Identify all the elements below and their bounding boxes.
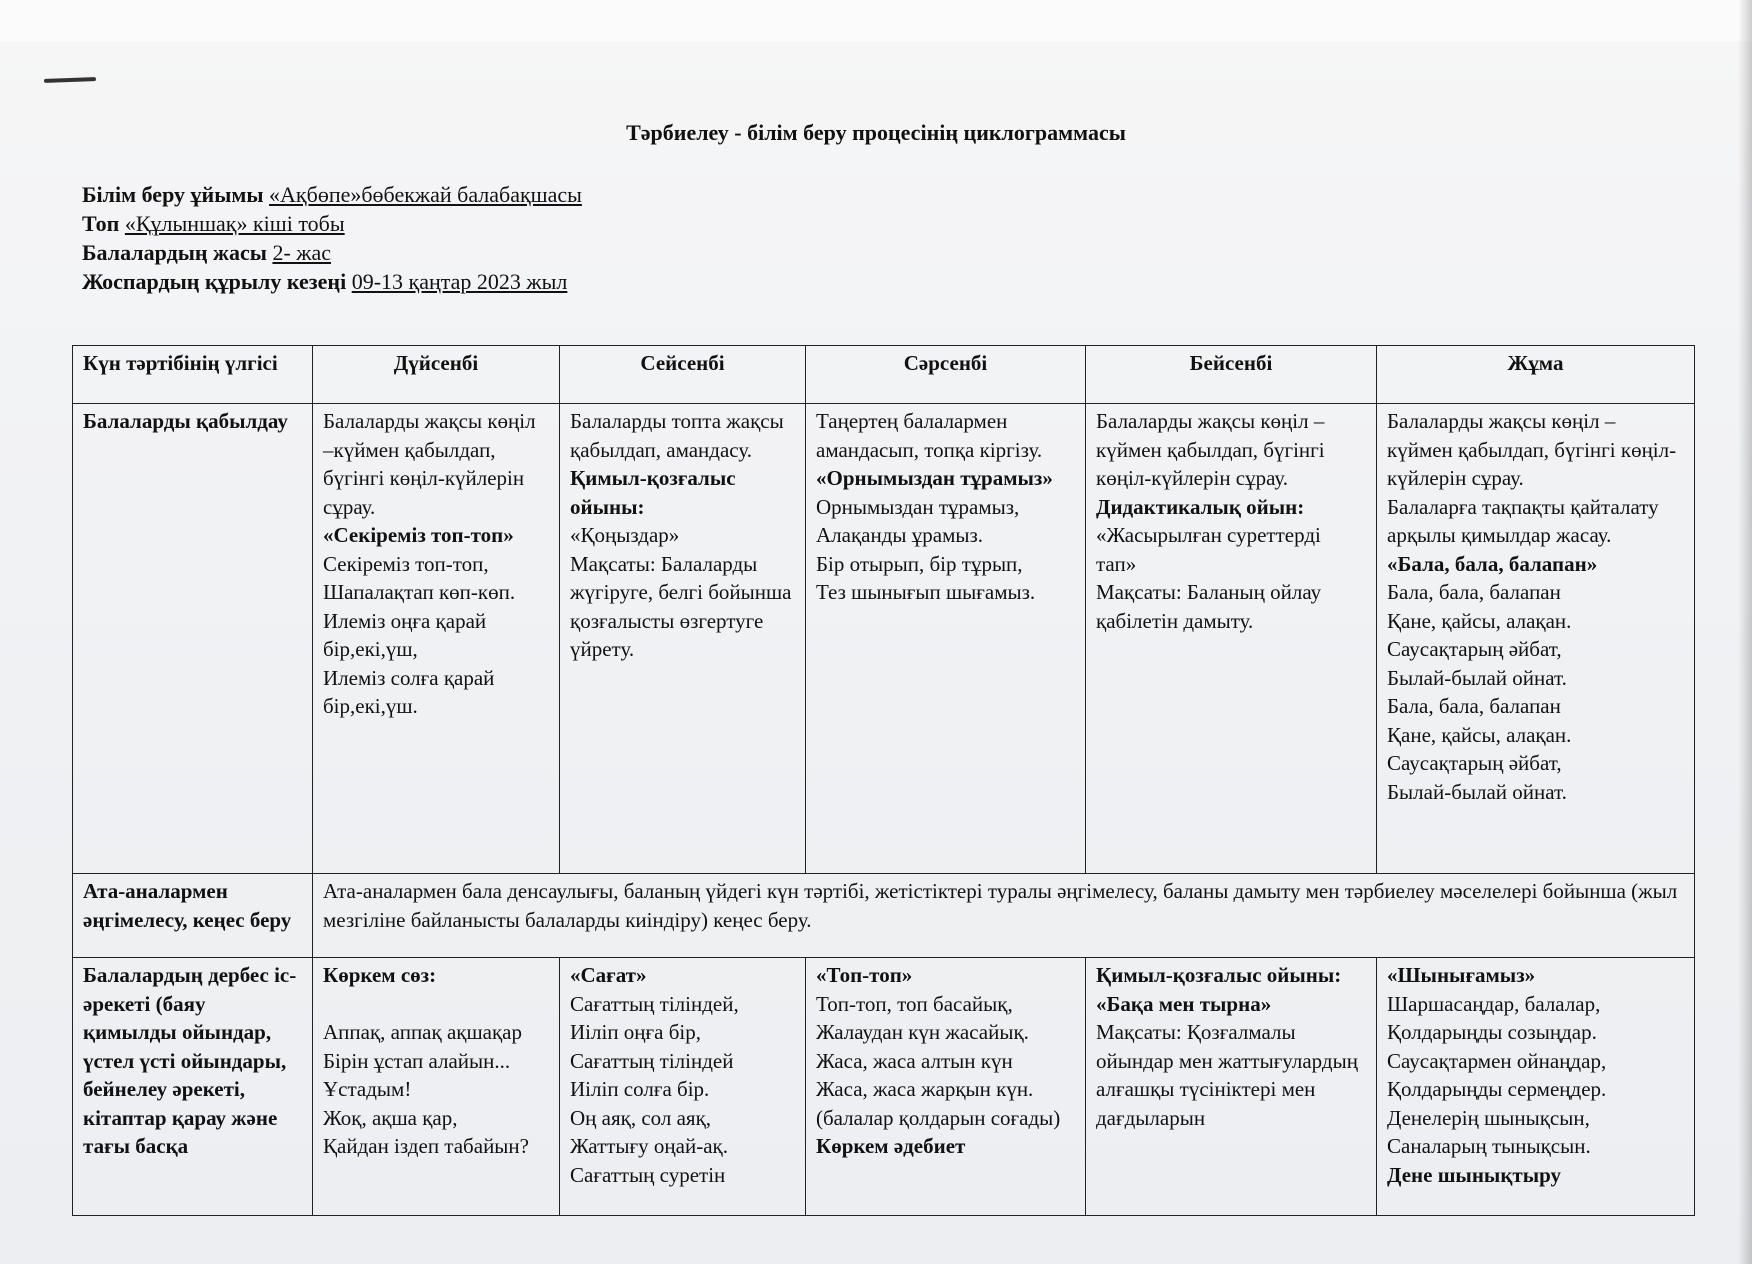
cell-parents-consultation: Ата-аналармен бала денсаулығы, баланың үйдегі күн тәртібі, жетістіктері туралы әңгімелесу, баланы дамыту мен тәрбиелеу мәселелері бойынша (жыл мезгіліне байланысты балаларды киіндіру) кеңес беру. (313, 874, 1695, 958)
column-header-routine: Күн тәртібінің үлгісі (73, 346, 313, 404)
cell-text-line: Аппақ, аппақ ақшақар (323, 1020, 522, 1044)
cell-text-line: Қимыл-қозғалыс ойыны: (570, 466, 736, 519)
meta-label: Білім беру ұйымы (82, 182, 270, 207)
cell-text-line: «Топ-топ» (816, 963, 913, 987)
cell-reception-monday (313, 404, 560, 874)
cell-text-line: Жаса, жаса жарқын күн. (балалар қолдарын соғады) (816, 1077, 1061, 1130)
cell-text-line: Илеміз солға қарай бір,екі,үш. (323, 665, 495, 718)
cell-text-line: Иіліп оңға бір, (570, 1020, 701, 1044)
cell-reception-thursday (1086, 404, 1377, 874)
cell-text-line: Секіреміз топ-топ, (323, 551, 489, 576)
cell-activity-thursday (1086, 958, 1377, 1216)
cell-text-line: Саусақтарың әйбат, (1387, 637, 1562, 661)
meta-group (82, 209, 582, 238)
scan-mark (44, 77, 96, 83)
cell-text-line (323, 990, 549, 1019)
cell-text-line: Илеміз оңға қарай бір,екі,үш, (323, 608, 487, 661)
cell-text-line: «Сағат» (570, 963, 647, 987)
cell-text-line: Саналарың тынықсын. (1387, 1134, 1591, 1158)
cell-text-line: «Жасырылған суреттерді тап» (1096, 523, 1321, 576)
cell-text-line: Дидактикалық ойын: (1096, 494, 1305, 519)
cell-text-line: Шаршасаңдар, балалар, (1387, 991, 1601, 1016)
cell-text-line: Қолдарыңды сермеңдер. (1387, 1077, 1607, 1101)
meta-label: Жоспардың құрылу кезеңі (82, 269, 352, 294)
cell-text-line: Көркем сөз: (323, 963, 437, 987)
cell-text-line: Балаларды жақсы көңіл – күймен қабылдап, бүгінгі көңіл-күйлерін сұрау. (1387, 409, 1677, 490)
cell-text-line: «Қоңыздар» (570, 523, 680, 547)
cell-text-line: Жаса, жаса алтын күн (816, 1048, 1013, 1073)
meta-label: Балалардың жасы (82, 240, 273, 265)
cell-text-line: Таңертең балалармен амандасып, топқа кіргізу. (816, 409, 1043, 462)
cell-text-line: Бала, бала, балапан (1387, 694, 1561, 718)
meta-value: «Құлыншақ» кіші тобы (124, 211, 345, 236)
column-header-monday: Дүйсенбі (313, 346, 560, 404)
table-header-row (73, 346, 1695, 404)
document-meta (82, 180, 582, 296)
cell-text-line: Бала, бала, балапан (1387, 580, 1561, 604)
meta-value: «Ақбөпе»бөбекжай балабақшасы (269, 182, 582, 207)
cell-text-line: Балаларды жақсы көңіл –күймен қабылдап, бүгінгі көңіл-күйлерін сұрау. (323, 409, 536, 519)
cell-text-line: «Орнымыздан тұрамыз» (816, 466, 1053, 490)
cell-text-line: «Бақа мен тырна» (1096, 991, 1272, 1016)
cell-text-line: Тез шынығып шығамыз. (816, 580, 1036, 604)
cell-text-line: Орнымыздан тұрамыз, (816, 494, 1020, 519)
cell-text-line: Оң аяқ, сол аяқ, (570, 1105, 712, 1130)
cell-text-line: Балаларды топта жақсы қабылдап, амандасу. (570, 409, 784, 462)
cell-text-line: Былай-былай ойнат. (1387, 779, 1567, 804)
cell-text-line: Саусақтармен ойнаңдар, (1387, 1048, 1607, 1073)
cell-text-line: Шапалақтап көп-көп. (323, 580, 516, 604)
meta-organization (82, 180, 582, 209)
table-row-parents (73, 874, 1695, 958)
cell-text-line: Қане, қайсы, алақан. (1387, 722, 1572, 747)
column-header-thursday: Бейсенбі (1086, 346, 1377, 404)
cell-text-line: Бірін ұстап алайын... (323, 1048, 511, 1073)
cell-text-line: Сағаттың тіліндей, (570, 991, 739, 1016)
cell-text-line: Ұстадым! (323, 1077, 412, 1101)
cell-text-line: Бір отырып, бір тұрып, (816, 551, 1023, 576)
cell-text-line: Сағаттың тіліндей (570, 1048, 734, 1073)
cell-text-line: Сағаттың суретін (570, 1162, 726, 1187)
cell-text-line: Мақсаты: Балаларды жүгіруге, белгі бойынша қозғалысты өзгертуге үйрету. (570, 551, 792, 661)
cell-text-line: Саусақтарың әйбат, (1387, 751, 1562, 775)
cell-activity-monday (313, 958, 560, 1216)
column-header-tuesday: Сейсенбі (560, 346, 806, 404)
column-header-friday: Жұма (1377, 346, 1695, 404)
cell-text-line: Жоқ, ақша қар, (323, 1105, 458, 1130)
cell-text-line: Мақсаты: Қозғалмалы ойындар мен жаттығулардың алғашқы түсініктері мен дағдыларын (1096, 1020, 1358, 1130)
meta-label: Топ (82, 211, 125, 236)
schedule-table (72, 345, 1695, 1216)
meta-age (82, 238, 582, 267)
cell-text-line: Жаттығу оңай-ақ. (570, 1134, 728, 1158)
row-label-activity: Балалардың дербес іс-әрекеті (баяу қимылды ойындар, үстел үсті ойындары, бейнелеу әрекеті, кітаптар қарау және тағы басқа (73, 958, 313, 1216)
document-title: Тәрбиелеу - білім беру процесінің циклограммасы (626, 120, 1126, 145)
row-label-reception: Балаларды қабылдау (73, 404, 313, 874)
cell-reception-friday (1377, 404, 1695, 874)
cell-reception-wednesday (806, 404, 1086, 874)
cell-text-line: Былай-былай ойнат. (1387, 665, 1567, 690)
cell-text-line: Иіліп солға бір. (570, 1077, 710, 1101)
cell-text-line: «Шынығамыз» (1387, 963, 1536, 987)
cell-text-line: Дене шынықтыру (1387, 1162, 1562, 1187)
cell-text-line: Қимыл-қозғалыс ойыны: (1096, 963, 1342, 987)
cell-text-line: Қайдан іздеп табайын? (323, 1134, 529, 1158)
row-label-parents: Ата-аналармен әңгімелесу, кеңес беру (73, 874, 313, 958)
cell-text-line: Балаларға тақпақты қайталату арқылы қимылдар жасау. (1387, 494, 1659, 547)
cell-reception-tuesday (560, 404, 806, 874)
cell-text-line: Алақанды ұрамыз. (816, 523, 984, 547)
cell-text-line: Жалаудан күн жасайық. (816, 1020, 1029, 1044)
cell-text-line: Көркем әдебиет (816, 1134, 966, 1158)
scan-top-margin (0, 0, 1752, 42)
meta-value: 2- жас (272, 240, 331, 265)
cell-activity-tuesday (560, 958, 806, 1216)
cell-text-line: «Бала, бала, балапан» (1387, 551, 1598, 576)
meta-value: 09-13 қаңтар 2023 жыл (351, 269, 568, 294)
cell-activity-wednesday (806, 958, 1086, 1216)
meta-period (82, 267, 582, 296)
table-row-activity (73, 958, 1695, 1216)
cell-text-line: Денелерің шынықсын, (1387, 1105, 1590, 1130)
cell-text-line: Қане, қайсы, алақан. (1387, 608, 1572, 633)
cell-text-line: Топ-топ, топ басайық, (816, 991, 1013, 1016)
cell-activity-friday (1377, 958, 1695, 1216)
cell-text-line: «Секіреміз топ-топ» (323, 523, 514, 547)
table-row-reception (73, 404, 1695, 874)
cell-text-line: Қолдарыңды созыңдар. (1387, 1020, 1597, 1044)
scan-edge-shadow (1738, 0, 1752, 1264)
cell-text-line: Балаларды жақсы көңіл – күймен қабылдап, бүгінгі көңіл-күйлерін сұрау. (1096, 409, 1325, 490)
column-header-wednesday: Сәрсенбі (806, 346, 1086, 404)
cell-text-line: Мақсаты: Баланың ойлау қабілетін дамыту. (1096, 580, 1322, 633)
